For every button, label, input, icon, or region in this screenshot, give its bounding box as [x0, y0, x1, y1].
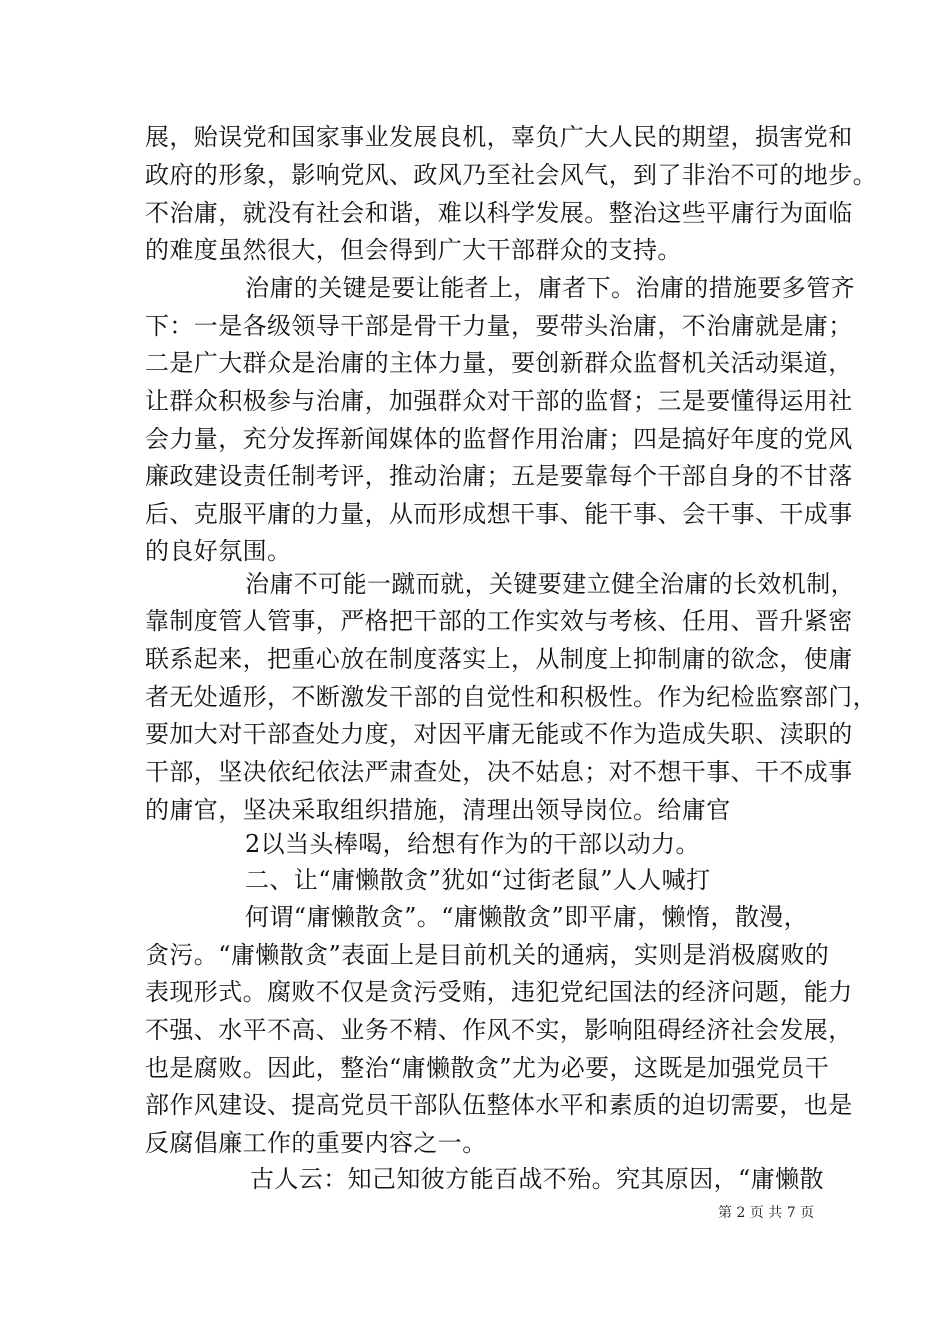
text-line: 不强、水平不高、业务不精、作风不实，影响阻碍经济社会发展， — [145, 1016, 853, 1044]
text-line: 贪污。“庸懒散贪”表面上是目前机关的通病，实则是消极腐败的 — [145, 941, 830, 969]
text-line: 联系起来，把重心放在制度落实上，从制度上抑制庸的欲念，使庸 — [145, 645, 853, 673]
paragraph-first-line: 治庸的关键是要让能者上，庸者下。治庸的措施要多管齐 — [245, 274, 855, 302]
paragraph-first-line: 古人云：知己知彼方能百战不殆。究其原因，“庸懒散 — [250, 1165, 824, 1193]
text-line: 的良好氛围。 — [145, 537, 292, 565]
text-line: 让群众积极参与治庸，加强群众对干部的监督；三是要懂得运用社 — [145, 387, 853, 415]
text-line: 者无处遁形，不断激发干部的自觉性和积极性。作为纪检监察部门， — [145, 683, 877, 711]
text-line: 要加大对干部查处力度，对因平庸无能或不作为造成失职、渎职的 — [145, 720, 853, 748]
text-line: 会力量，充分发挥新闻媒体的监督作用治庸；四是搞好年度的党风 — [145, 425, 853, 453]
text-line: 展，贻误党和国家事业发展良机，辜负广大人民的期望，损害党和 — [145, 123, 853, 151]
section-heading: 二、让“庸懒散贪”犹如“过街老鼠”人人喊打 — [245, 866, 711, 894]
text-line: 反腐倡廉工作的重要内容之一。 — [145, 1129, 487, 1157]
text-line: 部作风建设、提高党员干部队伍整体水平和素质的迫切需要，也是 — [145, 1091, 853, 1119]
text-line: 干部，坚决依纪依法严肃查处，决不姑息；对不想干事、干不成事 — [145, 758, 853, 786]
page-number-footer: 第 2 页 共 7 页 — [718, 1205, 815, 1221]
paragraph-first-line: 2以当头棒喝，给想有作为的干部以动力。 — [245, 830, 700, 858]
text-line: 二是广大群众是治庸的主体力量，要创新群众监督机关活动渠道， — [145, 349, 853, 377]
text-line: 也是腐败。因此，整治“庸懒散贪”尤为必要，这既是加强党员干 — [145, 1054, 830, 1082]
text-line: 的难度虽然很大，但会得到广大干部群众的支持。 — [145, 236, 682, 264]
text-line: 后、克服平庸的力量，从而形成想干事、能干事、会干事、干成事 — [145, 500, 853, 528]
text-line: 表现形式。腐败不仅是贪污受贿，违犯党纪国法的经济问题，能力 — [145, 978, 853, 1006]
text-line: 不治庸，就没有社会和谐，难以科学发展。整治这些平庸行为面临 — [145, 199, 853, 227]
text-line: 廉政建设责任制考评，推动治庸；五是要靠每个干部自身的不甘落 — [145, 462, 853, 490]
paragraph-first-line: 治庸不可能一蹴而就，关键要建立健全治庸的长效机制， — [245, 570, 855, 598]
paragraph-first-line: 何谓“庸懒散贪”。“庸懒散贪”即平庸，懒惰，散漫， — [245, 903, 809, 931]
text-line: 靠制度管人管事，严格把干部的工作实效与考核、任用、晋升紧密 — [145, 607, 853, 635]
text-line: 的庸官，坚决采取组织措施，清理出领导岗位。给庸官 — [145, 796, 731, 824]
text-line: 下：一是各级领导干部是骨干力量，要带头治庸，不治庸就是庸； — [145, 312, 853, 340]
text-line: 政府的形象，影响党风、政风乃至社会风气，到了非治不可的地步。 — [145, 161, 877, 189]
